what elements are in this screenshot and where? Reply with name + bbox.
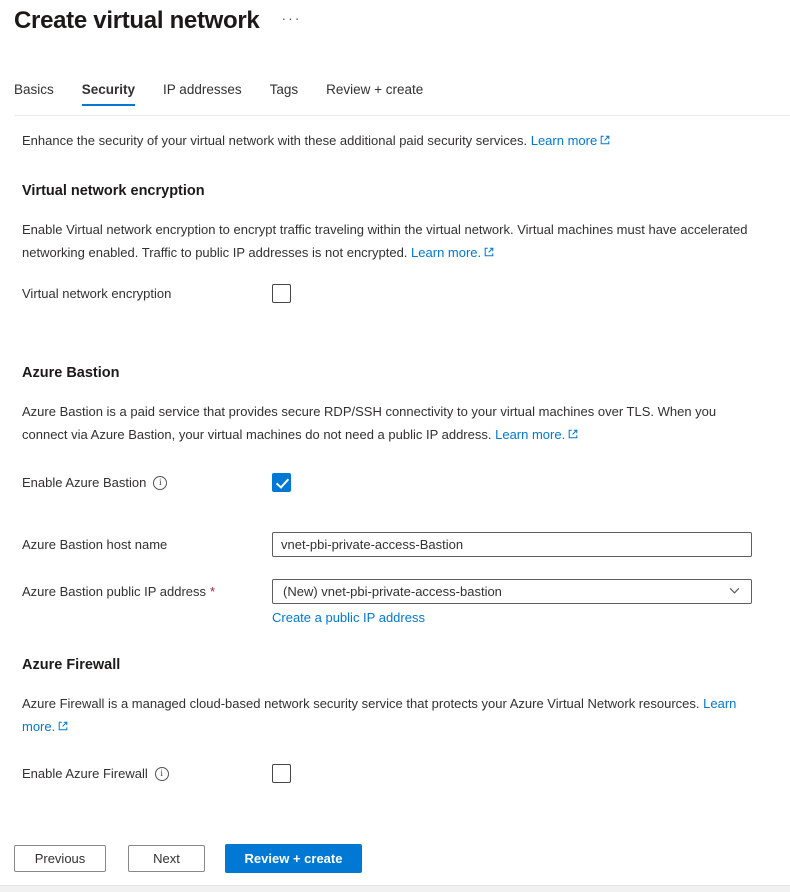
bastion-section-title: Azure Bastion [22, 365, 120, 381]
bastion-public-ip-label: Azure Bastion public IP address * [22, 584, 216, 599]
page-header [0, 0, 790, 36]
bastion-public-ip-selected-value: (New) vnet-pbi-private-access-bastion [283, 584, 502, 599]
encryption-description: Enable Virtual network encryption to encrypt traffic traveling within the virtual network. Virtual machines must have accelerated networking enabled. Traffic to public IP addresses is not encrypted. Learn more. [22, 218, 752, 264]
page-title: Create virtual network [14, 7, 260, 34]
create-public-ip-row [272, 610, 752, 625]
external-link-icon [484, 241, 494, 264]
chevron-down-icon [728, 584, 741, 600]
intro-text: Enhance the security of your virtual network with these additional paid security services. [22, 133, 528, 148]
external-link-icon [600, 132, 610, 150]
tab-content [0, 132, 790, 783]
info-icon[interactable] [155, 767, 169, 781]
bastion-description: Azure Bastion is a paid service that provides secure RDP/SSH connectivity to your virtual machines over TLS. When you connect via Azure Bastion, your virtual machines do not need a public IP address. Learn more. [22, 400, 752, 446]
encryption-checkbox-row [22, 284, 752, 303]
bastion-public-ip-row [22, 579, 752, 604]
create-public-ip-link[interactable]: Create a public IP address [272, 610, 425, 625]
bastion-public-ip-select[interactable] [272, 579, 752, 604]
bastion-host-name-row [22, 532, 752, 557]
external-link-icon [568, 423, 578, 446]
external-link-icon [58, 715, 68, 738]
firewall-learn-more-link[interactable]: Learn more. [22, 696, 737, 734]
info-icon[interactable] [153, 476, 167, 490]
tab-bar [14, 82, 790, 116]
wizard-footer [14, 844, 362, 873]
tab-basics[interactable]: Basics [14, 82, 54, 97]
bastion-learn-more-link[interactable]: Learn more. [495, 427, 566, 442]
tab-review-create[interactable]: Review + create [326, 82, 424, 97]
enable-firewall-row [22, 764, 752, 783]
bastion-host-name-input[interactable] [272, 532, 752, 557]
security-intro-text [22, 132, 752, 150]
bottom-divider [0, 885, 790, 892]
intro-learn-more-link[interactable]: Learn more [530, 133, 598, 148]
enable-firewall-checkbox[interactable] [272, 764, 291, 783]
previous-button[interactable]: Previous [14, 845, 106, 872]
encryption-learn-more-link[interactable]: Learn more. [411, 245, 482, 260]
enable-firewall-label: Enable Azure Firewall i [22, 766, 272, 781]
tab-tags[interactable]: Tags [269, 82, 299, 97]
encryption-section-title: Virtual network encryption [22, 183, 205, 199]
firewall-section-title: Azure Firewall [22, 657, 121, 673]
encryption-checkbox-label: Virtual network encryption [22, 286, 172, 301]
more-options-icon[interactable]: ··· [281, 10, 302, 26]
encryption-checkbox[interactable] [272, 284, 291, 303]
next-button[interactable]: Next [128, 845, 205, 872]
review-create-button[interactable]: Review + create [225, 844, 362, 873]
tab-ip-addresses[interactable]: IP addresses [163, 82, 242, 97]
enable-bastion-checkbox[interactable] [272, 473, 291, 492]
required-marker: * [210, 584, 216, 599]
firewall-description: Azure Firewall is a managed cloud-based network security service that protects your Azure Virtual Network resources. Learn more. [22, 692, 752, 738]
enable-bastion-label: Enable Azure Bastion i [22, 475, 272, 490]
tab-security[interactable]: Security [81, 82, 136, 97]
enable-bastion-row [22, 473, 752, 492]
bastion-host-name-label: Azure Bastion host name [22, 537, 168, 552]
